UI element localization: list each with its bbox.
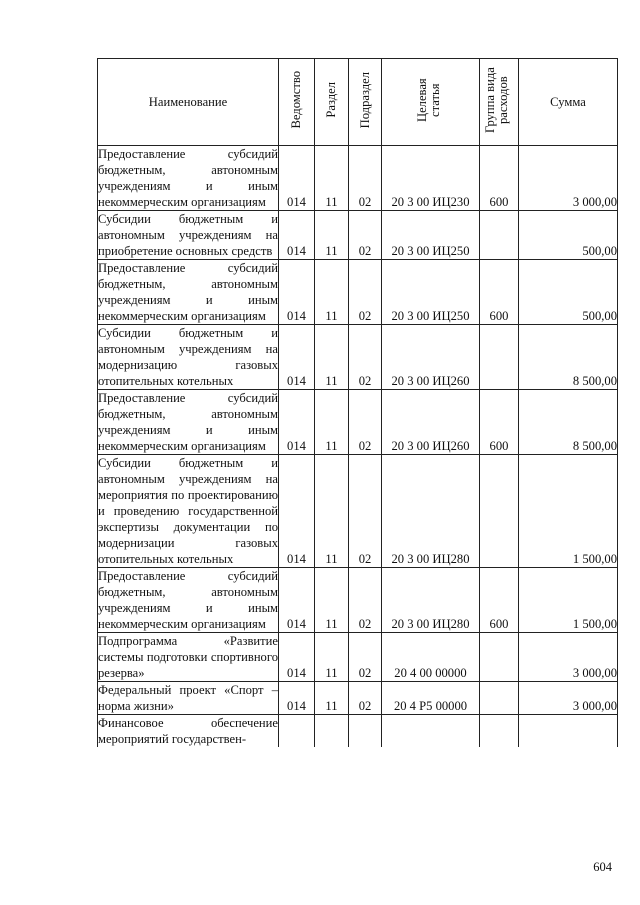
- row-podrazdel-cell: 02: [349, 325, 382, 390]
- row-celevaya-statya-cell: 20 3 00 ИЦ250: [382, 260, 480, 325]
- row-gruppa-cell: [480, 455, 519, 568]
- row-razdel-cell: 11: [315, 211, 349, 260]
- header-razdel: Раздел: [315, 59, 349, 146]
- row-razdel-cell: [315, 715, 349, 748]
- page-number: 604: [593, 860, 612, 874]
- row-summa-cell: 3 000,00: [519, 633, 618, 682]
- row-razdel-cell: 11: [315, 633, 349, 682]
- table-row: [98, 146, 618, 211]
- row-celevaya-statya-cell: 20 4 Р5 00000: [382, 682, 480, 715]
- row-gruppa-cell: 600: [480, 390, 519, 455]
- row-name-cell: Финансовое обеспечение мероприятий государствен-: [98, 716, 278, 746]
- row-vedomstvo-cell: [279, 715, 315, 748]
- row-gruppa-cell: 600: [480, 568, 519, 633]
- row-celevaya-statya-cell: 20 4 00 00000: [382, 633, 480, 682]
- row-celevaya-statya-cell: [382, 715, 480, 748]
- row-vedomstvo-cell: 014: [279, 682, 315, 715]
- table-row: [98, 568, 618, 633]
- row-vedomstvo-cell: 014: [279, 568, 315, 633]
- row-podrazdel-cell: 02: [349, 682, 382, 715]
- budget-table: [97, 58, 618, 747]
- header-celevaya-statya: Целевая статья: [382, 59, 480, 146]
- header-gruppa-vida-rashodov: Группа вида расходов: [480, 59, 519, 146]
- row-name-cell: Субсидии бюджетным и автономным учреждениям на модернизацию газовых отопительных котельных: [98, 326, 278, 388]
- row-name-cell: Субсидии бюджетным и автономным учреждениям на приобретение основных средств: [98, 212, 278, 258]
- row-podrazdel-cell: 02: [349, 568, 382, 633]
- row-podrazdel-cell: 02: [349, 455, 382, 568]
- row-summa-cell: 1 500,00: [519, 568, 618, 633]
- table-row: [98, 715, 618, 748]
- row-vedomstvo-cell: 014: [279, 390, 315, 455]
- row-celevaya-statya-cell: 20 3 00 ИЦ280: [382, 455, 480, 568]
- row-razdel-cell: 11: [315, 325, 349, 390]
- header-row: [98, 59, 618, 146]
- row-vedomstvo-cell: 014: [279, 260, 315, 325]
- row-gruppa-cell: [480, 715, 519, 748]
- row-gruppa-cell: [480, 633, 519, 682]
- row-gruppa-cell: [480, 682, 519, 715]
- row-vedomstvo-cell: 014: [279, 146, 315, 211]
- row-podrazdel-cell: 02: [349, 211, 382, 260]
- table-row: [98, 682, 618, 715]
- row-summa-cell: 500,00: [519, 260, 618, 325]
- row-celevaya-statya-cell: 20 3 00 ИЦ230: [382, 146, 480, 211]
- row-name-cell: Федеральный проект «Спорт – норма жизни»: [98, 683, 278, 713]
- row-name-cell: Подпрограмма «Развитие системы подготовки спортивного резерва»: [98, 634, 278, 680]
- table-row: [98, 325, 618, 390]
- row-podrazdel-cell: 02: [349, 633, 382, 682]
- row-gruppa-cell: [480, 211, 519, 260]
- header-name: Наименование: [98, 59, 279, 146]
- row-razdel-cell: 11: [315, 146, 349, 211]
- row-gruppa-cell: 600: [480, 260, 519, 325]
- row-name-cell: Предоставление субсидий бюджетным, автономным учреждениям и иным некоммерческим организациям: [98, 147, 278, 209]
- row-celevaya-statya-cell: 20 3 00 ИЦ260: [382, 325, 480, 390]
- row-vedomstvo-cell: 014: [279, 211, 315, 260]
- row-podrazdel-cell: 02: [349, 146, 382, 211]
- row-razdel-cell: 11: [315, 260, 349, 325]
- table-row: [98, 455, 618, 568]
- row-podrazdel-cell: 02: [349, 260, 382, 325]
- row-gruppa-cell: [480, 325, 519, 390]
- row-razdel-cell: 11: [315, 455, 349, 568]
- table-row: [98, 211, 618, 260]
- row-summa-cell: 3 000,00: [519, 682, 618, 715]
- row-celevaya-statya-cell: 20 3 00 ИЦ260: [382, 390, 480, 455]
- row-name-cell: Предоставление субсидий бюджетным, автономным учреждениям и иным некоммерческим организациям: [98, 391, 278, 453]
- header-summa: Сумма: [519, 59, 618, 146]
- header-vedomstvo: Ведомство: [279, 59, 315, 146]
- row-name-cell: Субсидии бюджетным и автономным учреждениям на мероприятия по проектированию и проведению государственной экспертизы документации по модернизации газовых отопительных котельных: [98, 456, 278, 566]
- row-razdel-cell: 11: [315, 390, 349, 455]
- row-summa-cell: 1 500,00: [519, 455, 618, 568]
- table-row: [98, 390, 618, 455]
- row-celevaya-statya-cell: 20 3 00 ИЦ280: [382, 568, 480, 633]
- row-summa-cell: [519, 715, 618, 748]
- row-razdel-cell: 11: [315, 568, 349, 633]
- row-podrazdel-cell: 02: [349, 390, 382, 455]
- row-name-cell: Предоставление субсидий бюджетным, автономным учреждениям и иным некоммерческим организациям: [98, 569, 278, 631]
- row-gruppa-cell: 600: [480, 146, 519, 211]
- row-name-cell: Предоставление субсидий бюджетным, автономным учреждениям и иным некоммерческим организациям: [98, 261, 278, 323]
- row-summa-cell: 8 500,00: [519, 325, 618, 390]
- table-row: [98, 633, 618, 682]
- row-vedomstvo-cell: 014: [279, 455, 315, 568]
- table-row: [98, 260, 618, 325]
- row-razdel-cell: 11: [315, 682, 349, 715]
- row-vedomstvo-cell: 014: [279, 633, 315, 682]
- row-summa-cell: 3 000,00: [519, 146, 618, 211]
- row-podrazdel-cell: [349, 715, 382, 748]
- row-summa-cell: 500,00: [519, 211, 618, 260]
- row-summa-cell: 8 500,00: [519, 390, 618, 455]
- row-celevaya-statya-cell: 20 3 00 ИЦ250: [382, 211, 480, 260]
- row-vedomstvo-cell: 014: [279, 325, 315, 390]
- header-podrazdel: Подраздел: [349, 59, 382, 146]
